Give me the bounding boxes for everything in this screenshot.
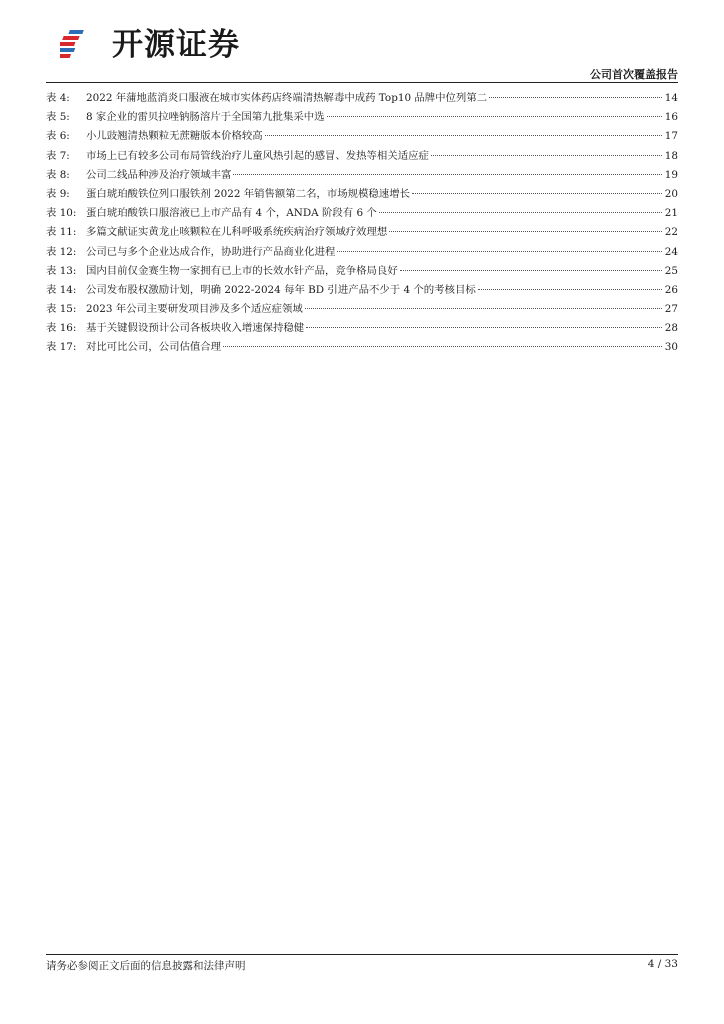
toc-leader-dots	[327, 116, 662, 117]
toc-entry-title: 市场上已有较多公司布局管线治疗儿童风热引起的感冒、发热等相关适应症	[86, 149, 429, 162]
table-of-tables	[46, 89, 678, 358]
toc-entry-page: 21	[664, 207, 678, 220]
toc-entry-title: 2022 年蒲地蓝消炎口服液在城市实体药店终端清热解毒中成药 Top10 品牌中位列第二	[86, 92, 488, 104]
toc-entry-title: 小儿豉翘清热颗粒无蔗糖版本价格较高	[86, 130, 263, 143]
toc-entry[interactable]	[46, 185, 678, 204]
toc-entry-page: 17	[664, 130, 678, 143]
footer-divider	[46, 954, 678, 955]
logo-bar	[60, 48, 75, 52]
toc-entry-title: 公司二线品种涉及治疗领域丰富	[86, 168, 232, 181]
toc-entry-page: 18	[664, 149, 678, 162]
brand-name: 开源证券	[112, 27, 240, 63]
toc-entry-number: 表 14:	[46, 283, 77, 296]
toc-leader-dots	[379, 212, 662, 213]
toc-entry-number: 表 13:	[46, 264, 77, 277]
toc-entry[interactable]	[46, 89, 678, 108]
toc-entry[interactable]	[46, 147, 678, 166]
page-number: 4 / 33	[647, 958, 678, 970]
brand-mark-icon	[60, 24, 104, 66]
toc-leader-dots	[400, 270, 662, 271]
toc-entry-title: 公司发布股权激励计划，明确 2022-2024 每年 BD 引进产品不少于 4 个的考核目标	[86, 283, 476, 296]
toc-entry[interactable]	[46, 243, 678, 262]
toc-leader-dots	[265, 135, 662, 136]
toc-entry[interactable]	[46, 338, 678, 357]
toc-entry-number: 表 8:	[46, 168, 70, 181]
toc-entry-number: 表 7:	[46, 149, 70, 162]
report-type-label: 公司首次覆盖报告	[590, 68, 678, 81]
toc-entry-number: 表 5:	[46, 111, 70, 124]
toc-entry-page: 25	[664, 264, 678, 277]
toc-leader-dots	[305, 308, 662, 309]
legal-disclaimer: 请务必参阅正文后面的信息披露和法律声明	[46, 960, 246, 972]
toc-entry[interactable]	[46, 108, 678, 127]
toc-entry-title: 国内目前仅金赛生物一家拥有已上市的长效水针产品，竞争格局良好	[86, 264, 398, 277]
toc-entry[interactable]	[46, 166, 678, 185]
header-divider	[46, 82, 678, 83]
toc-entry[interactable]	[46, 127, 678, 146]
toc-entry-title: 基于关键假设预计公司各板块收入增速保持稳健	[86, 322, 305, 335]
toc-entry-page: 20	[664, 187, 678, 200]
toc-leader-dots	[412, 193, 662, 194]
toc-entry[interactable]	[46, 262, 678, 281]
toc-leader-dots	[478, 289, 662, 290]
toc-leader-dots	[223, 346, 662, 347]
toc-entry-number: 表 15:	[46, 303, 77, 316]
toc-entry-page: 27	[664, 303, 678, 316]
toc-leader-dots	[431, 155, 662, 156]
toc-entry-number: 表 17:	[46, 341, 77, 354]
toc-entry-title: 公司已与多个企业达成合作，协助进行产品商业化进程	[86, 245, 336, 258]
brand-logo	[60, 24, 240, 66]
toc-entry-title: 多篇文献证实黄龙止咳颗粒在儿科呼吸系统疾病治疗领域疗效理想	[86, 226, 388, 239]
toc-entry-page: 14	[664, 92, 678, 104]
toc-leader-dots	[489, 97, 662, 98]
toc-entry[interactable]	[46, 300, 678, 319]
toc-entry-number: 表 16:	[46, 322, 77, 335]
logo-bar	[60, 54, 71, 58]
toc-leader-dots	[337, 251, 662, 252]
logo-bar	[62, 36, 79, 40]
toc-entry-page: 26	[664, 283, 678, 296]
toc-entry-page: 24	[664, 245, 678, 258]
toc-entry-title: 蛋白琥珀酸铁口服溶液已上市产品有 4 个，ANDA 阶段有 6 个	[86, 207, 377, 220]
toc-entry-title: 8 家企业的雷贝拉唑钠肠溶片于全国第九批集采中选	[86, 111, 325, 124]
toc-entry-page: 30	[664, 341, 678, 354]
toc-entry-number: 表 11:	[46, 226, 77, 239]
toc-entry-page: 19	[664, 168, 678, 181]
toc-entry-number: 表 4:	[46, 92, 70, 104]
toc-entry-title: 2023 年公司主要研发项目涉及多个适应症领域	[86, 303, 303, 316]
toc-entry-title: 对比可比公司，公司估值合理	[86, 341, 222, 354]
toc-entry-number: 表 12:	[46, 245, 77, 258]
toc-entry-number: 表 10:	[46, 207, 77, 220]
toc-entry[interactable]	[46, 281, 678, 300]
toc-entry-page: 16	[664, 111, 678, 124]
toc-entry-number: 表 9:	[46, 187, 70, 200]
toc-leader-dots	[389, 231, 662, 232]
toc-leader-dots	[233, 174, 662, 175]
logo-bar	[68, 30, 83, 34]
toc-entry-number: 表 6:	[46, 130, 70, 143]
toc-entry-page: 28	[664, 322, 678, 335]
toc-entry[interactable]	[46, 204, 678, 223]
toc-entry-page: 22	[664, 226, 678, 239]
toc-entry[interactable]	[46, 319, 678, 338]
toc-entry-title: 蛋白琥珀酸铁位列口服铁剂 2022 年销售额第二名，市场规模稳速增长	[86, 187, 410, 200]
toc-entry[interactable]	[46, 223, 678, 242]
toc-leader-dots	[306, 327, 662, 328]
logo-bar	[60, 42, 75, 46]
